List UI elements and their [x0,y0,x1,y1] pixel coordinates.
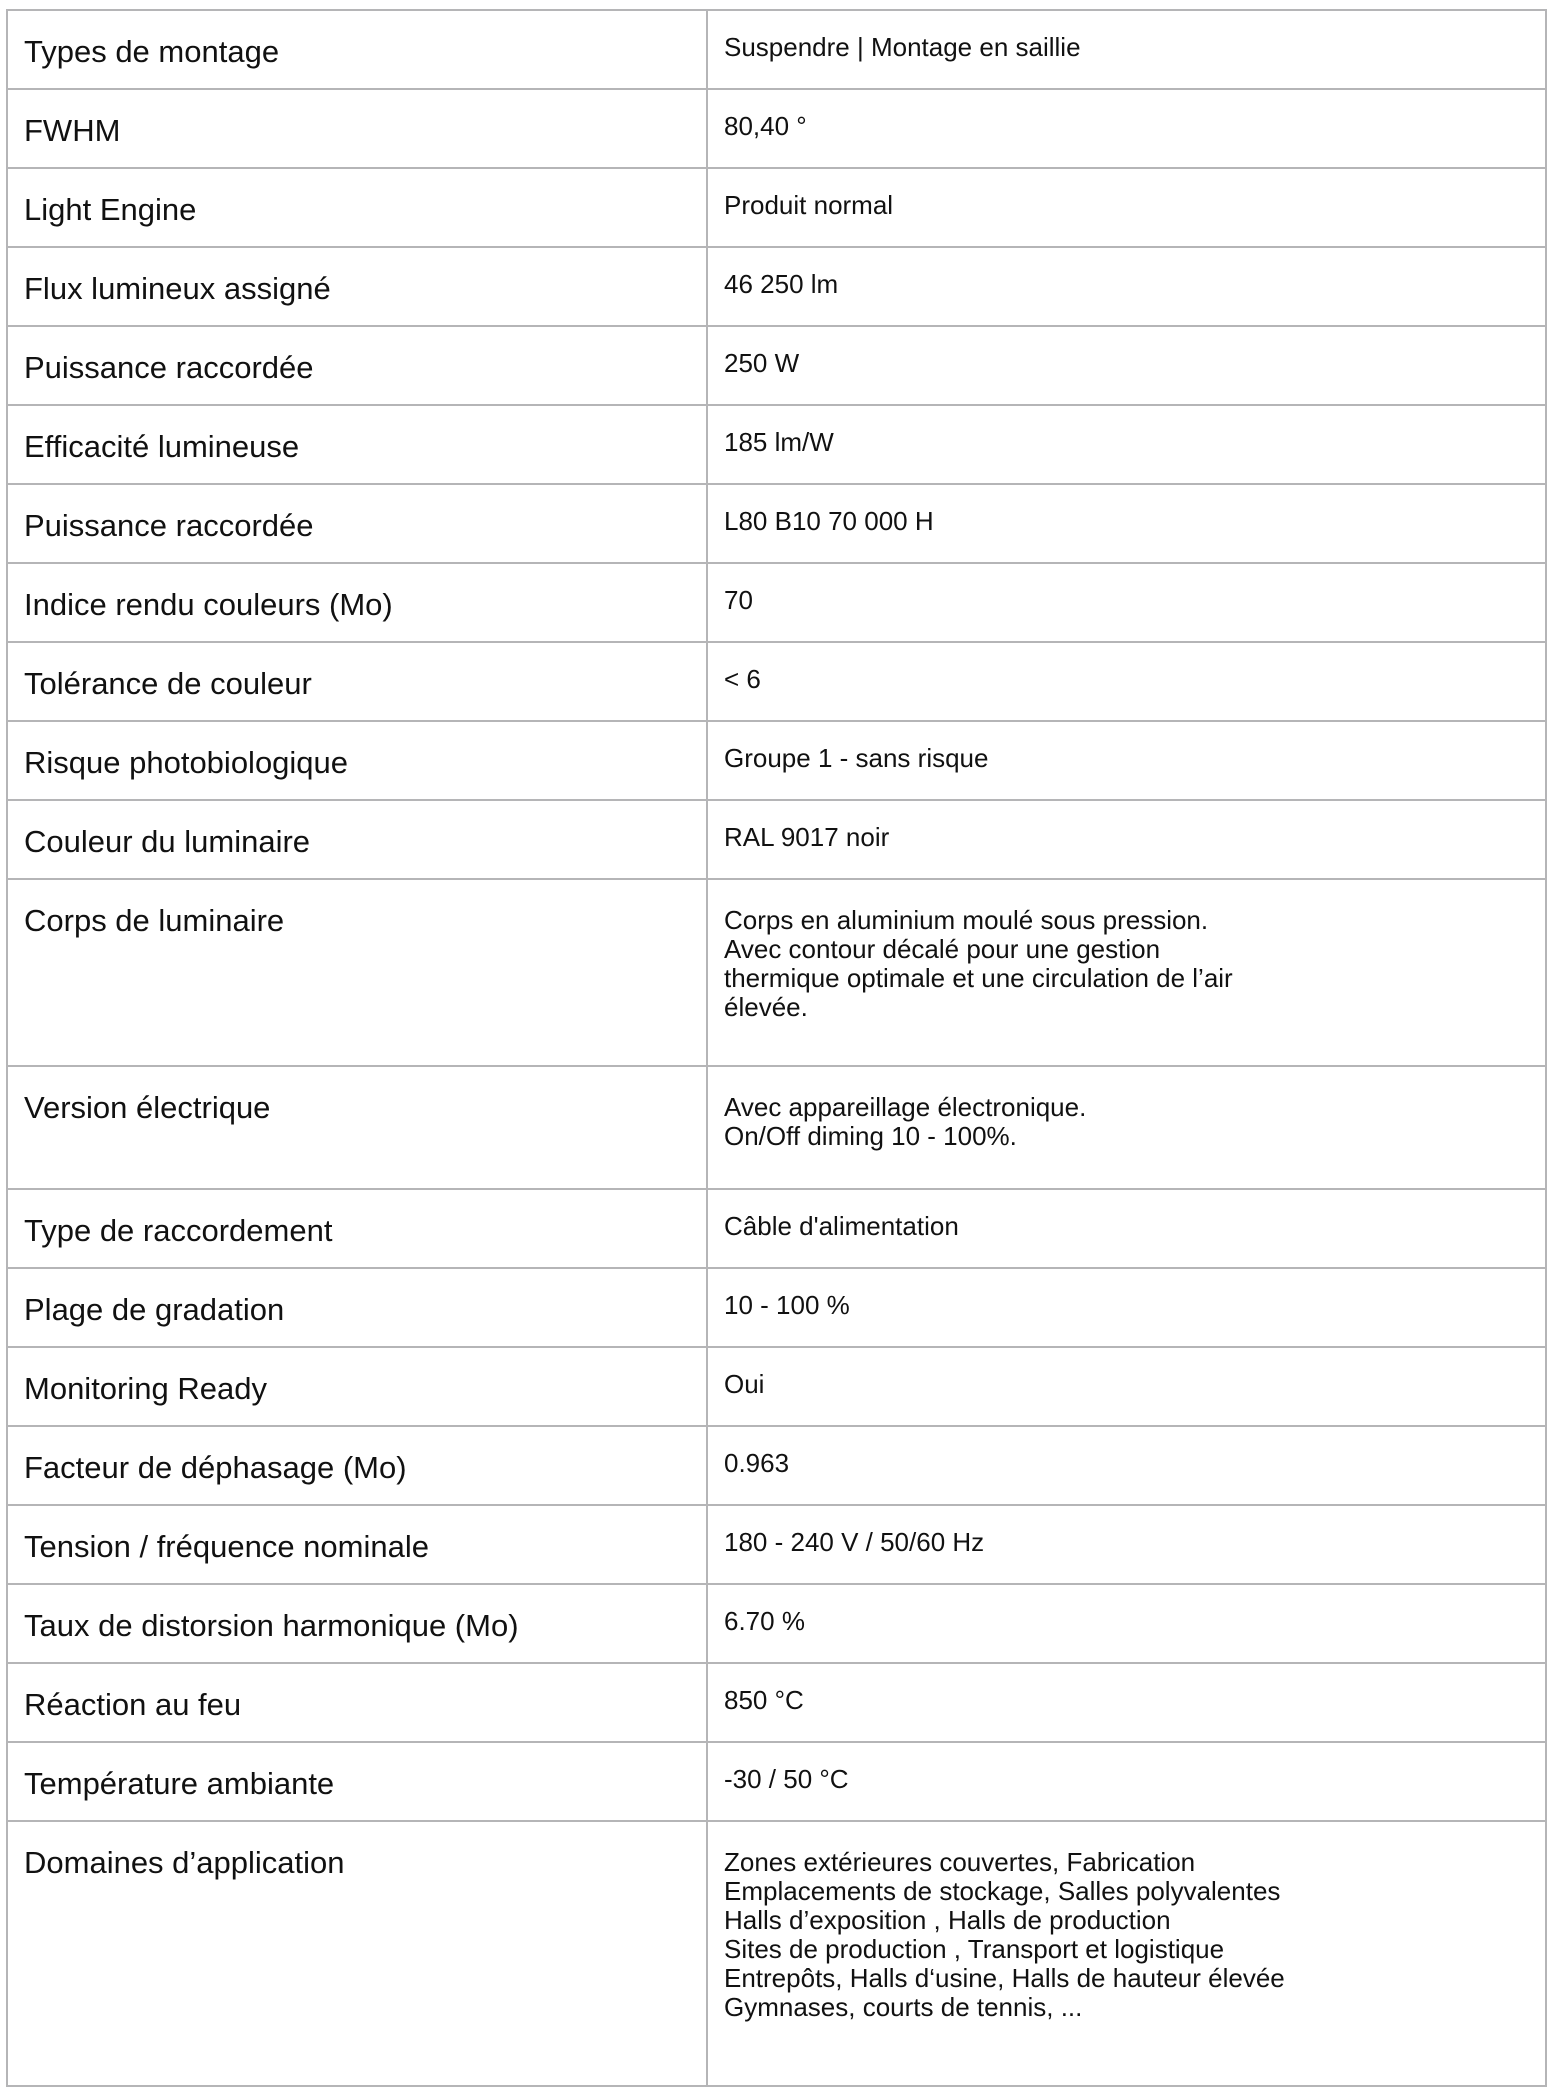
spec-label: Tension / fréquence nominale [7,1505,707,1584]
spec-value-line: < 6 [724,664,761,694]
spec-value-line: On/Off diming 10 - 100%. [724,1121,1017,1151]
spec-value [707,1505,1546,1584]
spec-label: Indice rendu couleurs (Mo) [7,563,707,642]
spec-label: FWHM [7,89,707,168]
spec-label: Type de raccordement [7,1189,707,1268]
spec-value-line: Produit normal [724,190,894,220]
spec-row [7,1268,1546,1347]
spec-label: Monitoring Ready [7,1347,707,1426]
spec-value-line: Câble d'alimentation [724,1211,959,1241]
spec-label: Domaines d’application [7,1821,707,2086]
spec-value-line: 80,40 ° [724,111,807,141]
spec-value [707,89,1546,168]
spec-value-line: Suspendre | Montage en saillie [724,32,1081,62]
spec-value [707,1189,1546,1268]
spec-value [707,326,1546,405]
spec-value [707,721,1546,800]
spec-value-line: élevée. [724,992,808,1022]
spec-value-line: L80 B10 70 000 H [724,506,934,536]
spec-value-line: 10 - 100 % [724,1290,850,1320]
spec-row [7,1505,1546,1584]
spec-row [7,247,1546,326]
spec-label: Version électrique [7,1066,707,1189]
spec-row [7,642,1546,721]
spec-row [7,1066,1546,1189]
spec-value-line: Avec contour décalé pour une gestion [724,934,1161,964]
spec-value-line: Entrepôts, Halls d‘usine, Halls de hauteur élevée [724,1963,1285,1993]
spec-value-line: Oui [724,1369,765,1399]
spec-value-line: Zones extérieures couvertes, Fabrication [724,1847,1196,1877]
spec-value-line: 0.963 [724,1448,790,1478]
spec-value [707,168,1546,247]
spec-label: Tolérance de couleur [7,642,707,721]
spec-label: Plage de gradation [7,1268,707,1347]
spec-value-line: thermique optimale et une circulation de l’air [724,963,1233,993]
spec-row [7,405,1546,484]
spec-row [7,1821,1546,2086]
spec-value-line: Avec appareillage électronique. [724,1092,1087,1122]
spec-value-line: -30 / 50 °C [724,1764,849,1794]
spec-row [7,326,1546,405]
spec-label: Risque photobiologique [7,721,707,800]
spec-value-line: 185 lm/W [724,427,834,457]
spec-row [7,89,1546,168]
spec-value [707,1742,1546,1821]
spec-row [7,484,1546,563]
spec-value-line: 250 W [724,348,800,378]
spec-row [7,563,1546,642]
spec-row [7,800,1546,879]
spec-label: Light Engine [7,168,707,247]
spec-row [7,1663,1546,1742]
spec-value-line: RAL 9017 noir [724,822,890,852]
spec-row [7,1189,1546,1268]
spec-value [707,879,1546,1066]
spec-value-line: Corps en aluminium moulé sous pression. [724,905,1209,935]
spec-row [7,1742,1546,1821]
spec-label: Réaction au feu [7,1663,707,1742]
spec-label: Corps de luminaire [7,879,707,1066]
spec-value [707,247,1546,326]
spec-row [7,1426,1546,1505]
spec-label: Taux de distorsion harmonique (Mo) [7,1584,707,1663]
spec-label: Couleur du luminaire [7,800,707,879]
spec-value [707,1426,1546,1505]
spec-value [707,1347,1546,1426]
spec-value [707,1584,1546,1663]
spec-label: Température ambiante [7,1742,707,1821]
spec-row [7,1584,1546,1663]
spec-value [707,1663,1546,1742]
spec-label: Efficacité lumineuse [7,405,707,484]
spec-value-line: 70 [724,585,753,615]
spec-row [7,168,1546,247]
spec-value-line: 6.70 % [724,1606,805,1636]
spec-row [7,879,1546,1066]
spec-value [707,484,1546,563]
spec-table [6,9,1547,2087]
spec-row [7,1347,1546,1426]
spec-value-line: Gymnases, courts de tennis, ... [724,1992,1083,2022]
spec-value-line: Groupe 1 - sans risque [724,743,989,773]
spec-label: Puissance raccordée [7,326,707,405]
spec-value-line: Sites de production , Transport et logistique [724,1934,1225,1964]
spec-row [7,721,1546,800]
spec-value-line: Emplacements de stockage, Salles polyvalentes [724,1876,1281,1906]
spec-value [707,10,1546,89]
spec-value-line: 850 °C [724,1685,804,1715]
spec-value [707,405,1546,484]
spec-value [707,800,1546,879]
spec-label: Facteur de déphasage (Mo) [7,1426,707,1505]
spec-value-line: 180 - 240 V / 50/60 Hz [724,1527,985,1557]
spec-value [707,642,1546,721]
spec-row [7,10,1546,89]
spec-label: Flux lumineux assigné [7,247,707,326]
spec-value [707,1066,1546,1189]
spec-label: Puissance raccordée [7,484,707,563]
spec-label: Types de montage [7,10,707,89]
spec-value [707,1268,1546,1347]
spec-value [707,563,1546,642]
spec-value-line: 46 250 lm [724,269,839,299]
spec-value-line: Halls d’exposition , Halls de production [724,1905,1171,1935]
spec-value [707,1821,1546,2086]
